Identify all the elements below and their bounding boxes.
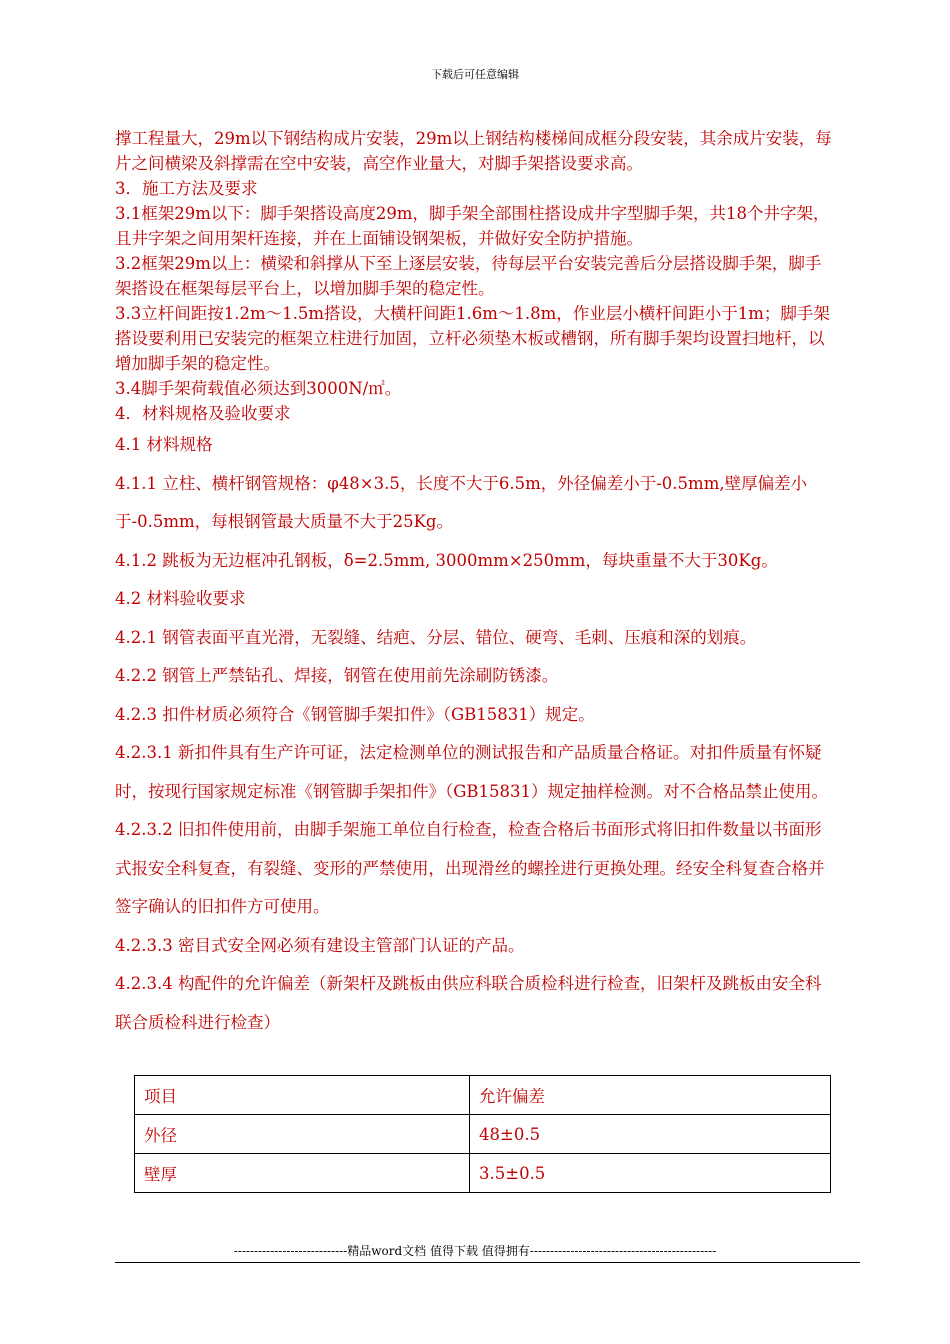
paragraph: 3.4脚手架荷载值必须达到3000N/㎡。 bbox=[115, 379, 402, 398]
paragraph: 撑工程量大，29m以下钢结构成片安装，29m以上钢结构楼梯间成框分段安装，其余成片安装，每片之间横梁及斜撑需在空中安装，高空作业量大，对脚手架搭设要求高。 bbox=[115, 129, 832, 173]
subsection-heading: 4.1 材料规格 bbox=[115, 435, 213, 454]
table-cell: 外径 bbox=[135, 1115, 470, 1154]
paragraph: 4.2.1 钢管表面平直光滑，无裂缝、结疤、分层、错位、硬弯、毛刺、压痕和深的划痕。 bbox=[115, 627, 757, 647]
table-cell: 壁厚 bbox=[135, 1154, 470, 1193]
paragraph: 4.2.3.4 构配件的允许偏差（新架杆及跳板由供应科联合质检科进行检查，旧架杆及跳板由安全科联合质检科进行检查） bbox=[115, 974, 822, 1032]
table-header-cell: 项目 bbox=[135, 1076, 470, 1115]
document-body bbox=[115, 126, 835, 1042]
table-header-cell: 允许偏差 bbox=[470, 1076, 831, 1115]
paragraph: 3.3立杆间距按1.2m～1.5m搭设，大横杆间距1.6m～1.8m，作业层小横杆间距小于1m；脚手架搭设要利用已安装完的框架立柱进行加固，立杆必须垫木板或槽钢，所有脚手架均设置扫地杆，以增加脚手架的稳定性。 bbox=[115, 304, 830, 373]
page-footer: ----------------------------精品word文档 值得下载 值得拥有---------------------------------------------- bbox=[233, 1244, 717, 1258]
footer-divider bbox=[115, 1262, 860, 1263]
paragraph: 4.2.3.3 密目式安全网必须有建设主管部门认证的产品。 bbox=[115, 935, 525, 955]
section-heading: 4．材料规格及验收要求 bbox=[115, 404, 291, 423]
paragraph: 3.2框架29m以上：横梁和斜撑从下至上逐层安装，待每层平台安装完善后分层搭设脚手架，脚手架搭设在框架每层平台上，以增加脚手架的稳定性。 bbox=[115, 254, 822, 298]
table-row bbox=[135, 1154, 831, 1193]
paragraph: 4.2.2 钢管上严禁钻孔、焊接，钢管在使用前先涂刷防锈漆。 bbox=[115, 666, 559, 685]
paragraph: 4.1.2 跳板为无边框冲孔钢板，δ=2.5mm, 3000mm×250mm，每块重量不大于30Kg。 bbox=[115, 550, 778, 570]
tolerance-table bbox=[134, 1075, 831, 1193]
table-cell: 48±0.5 bbox=[470, 1115, 831, 1154]
page-header: 下载后可任意编辑 bbox=[431, 68, 519, 81]
section-heading: 3．施工方法及要求 bbox=[115, 179, 258, 198]
table-cell: 3.5±0.5 bbox=[470, 1154, 831, 1193]
paragraph: 4.2.3 扣件材质必须符合《钢管脚手架扣件》（GB15831）规定。 bbox=[115, 704, 595, 724]
table-row bbox=[135, 1115, 831, 1154]
table-header-row bbox=[135, 1076, 831, 1115]
paragraph: 4.1.1 立柱、横杆钢管规格：φ48×3.5，长度不大于6.5m，外径偏差小于-0.5mm,壁厚偏差小于-0.5mm，每根钢管最大质量不大于25Kg。 bbox=[115, 473, 808, 531]
paragraph: 3.1框架29m以下：脚手架搭设高度29m，脚手架全部围柱搭设成井字型脚手架，共18个井字架，且井字架之间用架杆连接，并在上面铺设钢架板，并做好安全防护措施。 bbox=[115, 204, 830, 248]
subsection-heading: 4.2 材料验收要求 bbox=[115, 589, 246, 608]
paragraph: 4.2.3.2 旧扣件使用前，由脚手架施工单位自行检查，检查合格后书面形式将旧扣件数量以书面形式报安全科复查，有裂缝、变形的严禁使用，出现滑丝的螺拴进行更换处理。经安全科复查合格并签字确认的旧扣件方可使用。 bbox=[115, 820, 825, 916]
paragraph: 4.2.3.1 新扣件具有生产许可证，法定检测单位的测试报告和产品质量合格证。对扣件质量有怀疑时，按现行国家规定标准《钢管脚手架扣件》（GB15831）规定抽样检测。对不合格品禁止使用。 bbox=[115, 743, 829, 801]
